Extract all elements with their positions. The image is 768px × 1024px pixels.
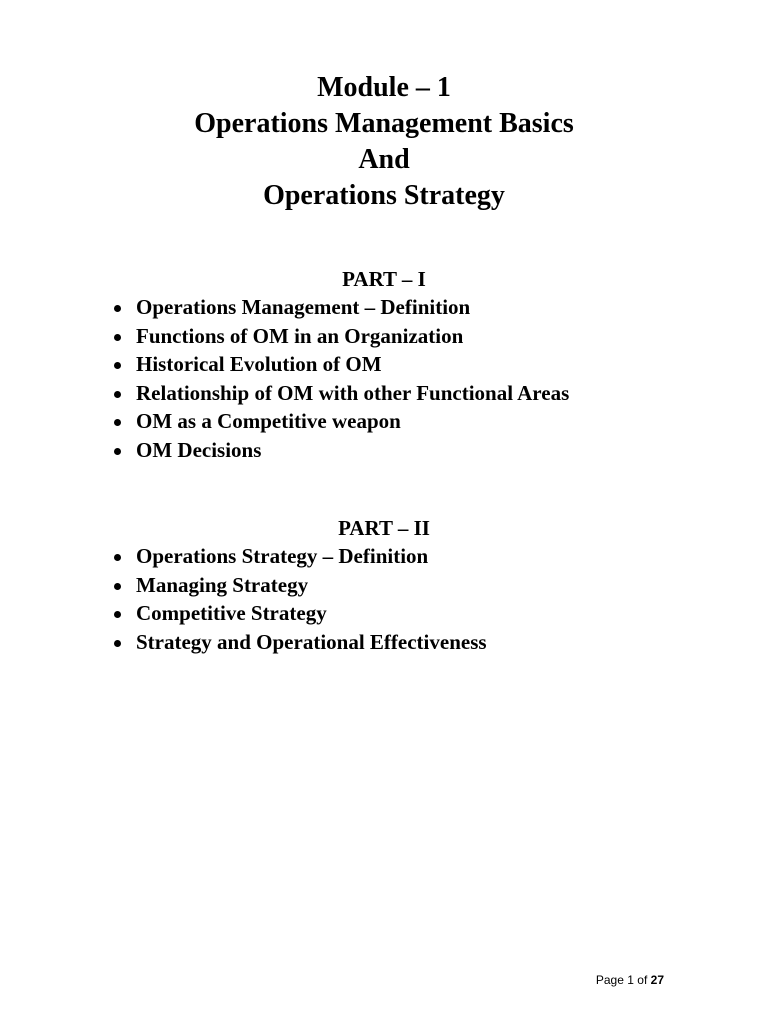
bullet-icon <box>114 391 121 398</box>
bullet-icon <box>114 334 121 341</box>
title-line-subject: Operations Management Basics <box>194 108 574 139</box>
list-item <box>0 628 768 657</box>
list-item-text: Historical Evolution of OM <box>136 352 382 376</box>
bullet-icon <box>114 554 121 561</box>
page-of-label: of <box>637 973 648 987</box>
list-item <box>0 571 768 600</box>
list-item-text: Operations Strategy – Definition <box>136 544 429 568</box>
list-item-text: OM Decisions <box>136 437 262 462</box>
list-item-text: Operations Management – Definition <box>136 295 471 319</box>
list-item-text: Strategy and Operational Effectiveness <box>136 629 487 654</box>
bullet-icon <box>114 611 121 618</box>
bullet-icon <box>114 583 121 590</box>
bullet-icon <box>114 640 121 647</box>
part-one-heading: PART – I <box>342 267 426 291</box>
list-item-text: Functions of OM in an Organization <box>136 323 464 348</box>
list-item-text: Competitive Strategy <box>136 601 327 625</box>
list-item <box>0 379 768 408</box>
list-item-text: Relationship of OM with other Functional Areas <box>136 380 570 405</box>
part-two-section <box>0 514 768 656</box>
list-item-text: OM as a Competitive weapon <box>136 409 401 433</box>
part-one-section <box>0 265 768 464</box>
title-line-strategy: Operations Strategy <box>263 180 505 211</box>
page-label: Page <box>595 973 624 987</box>
part-one-list <box>0 293 768 464</box>
bullet-icon <box>114 419 121 426</box>
total-pages-number: 27 <box>650 973 664 987</box>
list-item <box>0 407 768 436</box>
list-item <box>0 322 768 351</box>
list-item-text: Managing Strategy <box>136 572 309 597</box>
page-footer <box>596 973 664 987</box>
title-line-conjunction: And <box>358 144 410 175</box>
bullet-icon <box>114 448 121 455</box>
bullet-icon <box>114 305 121 312</box>
list-item <box>0 436 768 465</box>
list-item <box>0 293 768 322</box>
current-page-number: 1 <box>627 973 634 987</box>
part-two-heading: PART – II <box>338 516 430 540</box>
list-item <box>0 599 768 628</box>
bullet-icon <box>114 362 121 369</box>
list-item <box>0 350 768 379</box>
title-line-module: Module – 1 <box>317 72 451 103</box>
list-item <box>0 542 768 571</box>
document-title <box>0 70 768 214</box>
part-two-list <box>0 542 768 656</box>
